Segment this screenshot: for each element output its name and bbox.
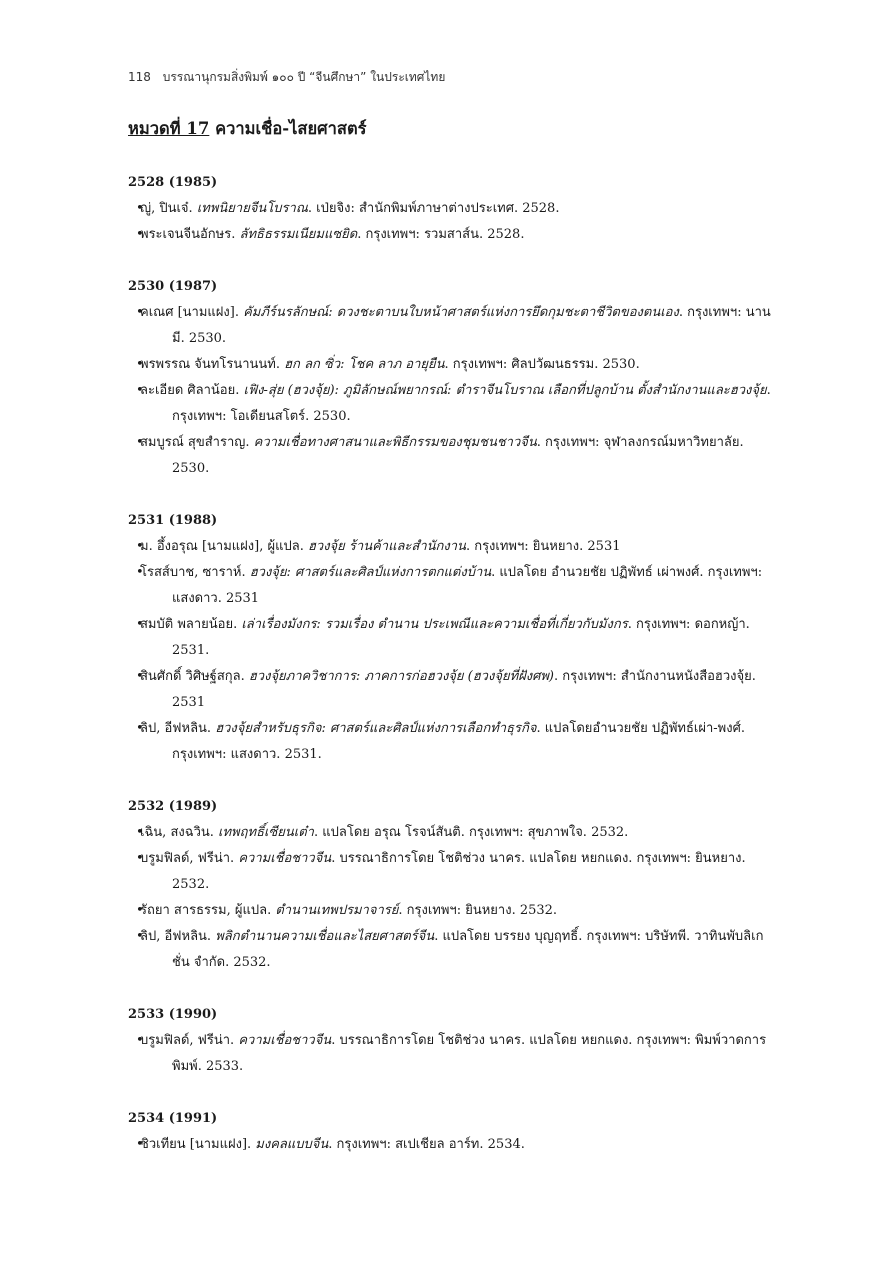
- entry-title: ฮวงจุ้ย ร้านค้าและสำนักงาน: [307, 539, 466, 554]
- entry-author: บรูมฟิลด์, ฟรีน่า.: [140, 1033, 239, 1048]
- entry-publication: . แปลโดยอำนวยชัย ปฏิพัทธ์เผ่า-พงศ์. กรุงเทพฯ: แสงดาว. 2531.: [172, 721, 745, 762]
- running-header: [128, 68, 445, 87]
- entry-publication: . กรุงเทพฯ: นานมี. 2530.: [172, 305, 771, 346]
- entry-title: ฮก ลก ซิ่ว: โชค ลาภ อายุยืน: [284, 357, 445, 372]
- entry-publication: . แปลโดย อรุณ โรจน์สันติ. กรุงเทพฯ: สุขภาพใจ. 2532.: [313, 825, 629, 840]
- entry-author: บรูมฟิลด์, ฟรีน่า.: [140, 851, 239, 866]
- entry-title: คัมภีร์นรลักษณ์: ดวงชะตาบนใบหน้าศาสตร์แห่งการยึดกุมชะตาชีวิตของตนเอง: [243, 305, 679, 320]
- entry-title: ตำนานเทพปรมาจารย์: [275, 903, 399, 918]
- entry-author: ญู่, ปินเจ๋.: [140, 201, 197, 216]
- entry-author: พระเจนจีนอักษร.: [140, 227, 240, 242]
- year-section: [128, 794, 776, 976]
- entry-author: ลิป, อีฟหลิน.: [140, 929, 216, 944]
- entry-publication: . กรุงเทพฯ: ดอกหญ้า. 2531.: [172, 617, 750, 658]
- bibliography-entry: [128, 898, 776, 924]
- bibliography-entry: [128, 1132, 776, 1158]
- chapter-heading: ความเชื่อ-ไสยศาสตร์: [215, 119, 367, 138]
- running-title: บรรณานุกรมสิ่งพิมพ์ ๑๐๐ ปี “จีนศึกษา” ในประเทศไทย: [162, 70, 446, 84]
- bibliography-entry: [128, 612, 776, 664]
- year-heading: 2533 (1990): [128, 1007, 218, 1022]
- entry-author: พรพรรณ จันทโรนานนท์.: [140, 357, 285, 372]
- entry-author: ละเอียด ศิลาน้อย.: [140, 383, 244, 398]
- chapter-label: หมวดที่ 17: [128, 119, 210, 138]
- bibliography-entry: [128, 820, 776, 846]
- bibliography-entry: [128, 664, 776, 716]
- entry-title: เทพนิยายจีนโบราณ: [196, 201, 308, 216]
- entry-author: ลิป, อีฟหลิน.: [140, 721, 216, 736]
- entry-author: ชิวเทียน [นามแฝง].: [140, 1137, 256, 1152]
- entry-list: [128, 1028, 776, 1080]
- entry-list: [128, 534, 776, 768]
- year-heading: 2528 (1985): [128, 175, 218, 190]
- bibliography-entry: [128, 430, 776, 482]
- bibliography-entry: [128, 534, 776, 560]
- bibliography-entry: [128, 300, 776, 352]
- entry-publication: . กรุงเทพฯ: ศิลปวัฒนธรรม. 2530.: [444, 357, 640, 372]
- page-number: 118: [128, 70, 151, 84]
- entry-list: [128, 820, 776, 976]
- entry-author: ม. อึ้งอรุณ [นามแฝง], ผู้แปล.: [140, 539, 308, 554]
- year-heading: 2531 (1988): [128, 513, 218, 528]
- entry-title: เทพฤทธิ์เซียนเต๋า: [218, 825, 314, 840]
- bibliography-entry: [128, 560, 776, 612]
- entry-publication: . กรุงเทพฯ: จุฬาลงกรณ์มหาวิทยาลัย. 2530.: [172, 435, 744, 476]
- entry-author: โรสส์บาช, ซาราห์.: [140, 565, 250, 580]
- year-heading: 2530 (1987): [128, 279, 218, 294]
- bibliography-entry: [128, 222, 776, 248]
- entry-title: มงคลแบบจีน: [255, 1137, 329, 1152]
- bibliography-content: [128, 170, 776, 1184]
- entry-title: ความเชื่อทางศาสนาและพิธีกรรมของชุมชนชาวจีน: [253, 435, 537, 450]
- bibliography-entry: [128, 846, 776, 898]
- entry-publication: . กรุงเทพฯ: รวมสาส์น. 2528.: [357, 227, 525, 242]
- entry-author: สมบัติ พลายน้อย.: [140, 617, 242, 632]
- entry-publication: . แปลโดย บรรยง บุญฤทธิ์. กรุงเทพฯ: บริษัทพี. วาทินพับลิเกชั่น จำกัด. 2532.: [172, 929, 764, 970]
- entry-publication: . บรรณาธิการโดย โชติช่วง นาคร. แปลโดย หยกแดง. กรุงเทพฯ: พิมพ์วาดการพิมพ์. 2533.: [172, 1033, 767, 1074]
- entry-list: [128, 196, 776, 248]
- entry-title: ฮวงจุ้ย: ศาสตร์และศิลป์แห่งการตกแต่งบ้าน: [249, 565, 492, 580]
- year-section: [128, 1002, 776, 1080]
- entry-title: เล่าเรื่องมังกร: รวมเรื่อง ตำนาน ประเพณีและความเชื่อที่เกี่ยวกับมังกร: [241, 617, 628, 632]
- entry-publication: . กรุงเทพฯ: สเปเชียล อาร์ท. 2534.: [328, 1137, 525, 1152]
- entry-author: สินศักดิ์ วิศิษฐ์สกุล.: [140, 669, 249, 684]
- entry-title: พลิกตำนานความเชื่อและไสยศาสตร์จีน: [215, 929, 435, 944]
- entry-publication: . กรุงเทพฯ: ยินหยาง. 2531: [465, 539, 621, 554]
- bibliography-entry: [128, 716, 776, 768]
- entry-list: [128, 300, 776, 482]
- bibliography-entry: [128, 352, 776, 378]
- entry-publication: . แปลโดย อำนวยชัย ปฏิพัทธ์ เผ่าพงศ์. กรุงเทพฯ: แสงดาว. 2531: [172, 565, 763, 606]
- bibliography-entry: [128, 1028, 776, 1080]
- entry-publication: . กรุงเทพฯ: ยินหยาง. 2532.: [398, 903, 558, 918]
- entry-author: รัถยา สารธรรม, ผู้แปล.: [140, 903, 276, 918]
- bibliography-entry: [128, 378, 776, 430]
- year-section: [128, 170, 776, 248]
- entry-publication: . เป่ยจิง: สำนักพิมพ์ภาษาต่างประเทศ. 2528.: [307, 201, 560, 216]
- year-heading: 2532 (1989): [128, 799, 218, 814]
- entry-title: เฟิง-สุ่ย (ฮวงจุ้ย): ภูมิลักษณ์พยากรณ์: ตำราจีนโบราณ เลือกที่ปลูกบ้าน ตั้งสำนักงานและฮวงจุ้ย: [243, 383, 767, 398]
- bibliography-entry: [128, 924, 776, 976]
- chapter-title: [128, 116, 367, 142]
- entry-author: เฉิน, สงฉวิน.: [140, 825, 219, 840]
- year-section: [128, 274, 776, 482]
- year-section: [128, 1106, 776, 1158]
- entry-publication: . กรุงเทพฯ: สำนักงานหนังสือฮวงจุ้ย. 2531: [172, 669, 756, 710]
- entry-author: คเณศ [นามแฝง].: [140, 305, 244, 320]
- entry-publication: . บรรณาธิการโดย โชติช่วง นาคร. แปลโดย หยกแดง. กรุงเทพฯ: ยินหยาง. 2532.: [172, 851, 746, 892]
- entry-title: ความเชื่อชาวจีน: [238, 851, 332, 866]
- entry-title: ฮวงจุ้ยสำหรับธุรกิจ: ศาสตร์และศิลป์แห่งการเลือกทำธุรกิจ: [215, 721, 537, 736]
- entry-title: ความเชื่อชาวจีน: [238, 1033, 332, 1048]
- entry-list: [128, 1132, 776, 1158]
- year-heading: 2534 (1991): [128, 1111, 218, 1126]
- bibliography-entry: [128, 196, 776, 222]
- entry-title: ลัทธิธรรมเนียมแซยิด: [239, 227, 358, 242]
- entry-publication: . กรุงเทพฯ: โอเดียนสโตร์. 2530.: [172, 383, 771, 424]
- entry-author: สมบูรณ์ สุขสำราญ.: [140, 435, 254, 450]
- year-section: [128, 508, 776, 768]
- entry-title: ฮวงจุ้ยภาควิชาการ: ภาคการก่อฮวงจุ้ย (ฮวงจุ้ยที่ฝังศพ): [248, 669, 554, 684]
